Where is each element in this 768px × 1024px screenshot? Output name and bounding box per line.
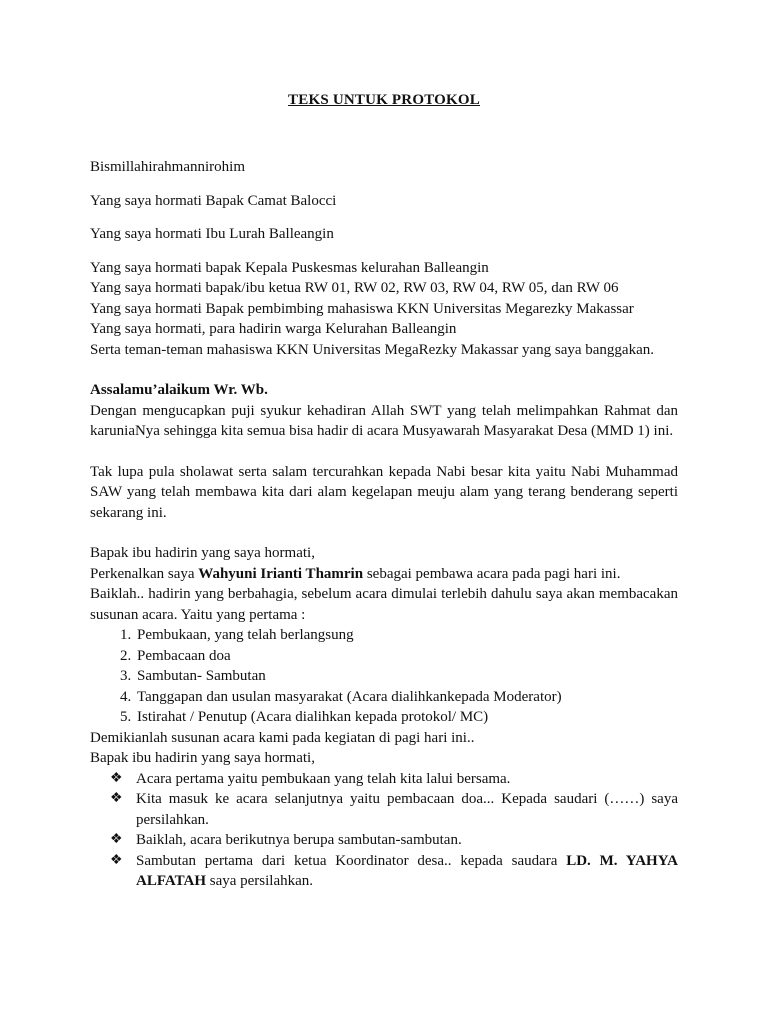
agenda-item: 3. Sambutan- Sambutan <box>135 666 678 687</box>
honorifics-block <box>90 258 678 361</box>
diamond-bullet-icon: ❖ <box>110 852 123 868</box>
diamond-bullet-icon: ❖ <box>110 832 123 847</box>
diamond-bullet-icon: ❖ <box>110 791 123 806</box>
bullet-item <box>110 830 678 851</box>
honorific-line: Yang saya hormati, para hadirin warga Kelurahan Balleangin <box>90 321 457 337</box>
opening-paragraph: Dengan mengucapkan puji syukur kehadiran Allah SWT yang telah melimpahkan Rahmat dan karuniaNya sehingga kita semua bisa hadir di acara Musyawarah Masyarakat Desa (MMD 1) ini. <box>90 402 678 439</box>
agenda-intro: Baiklah.. hadirin yang berbahagia, sebelum acara dimulai terlebih dahulu saya akan membacakan susunan acara. Yaitu yang pertama : <box>90 586 678 623</box>
document-title: TEKS UNTUK PROTOKOL <box>288 92 480 108</box>
intro-prefix: Perkenalkan saya <box>90 565 199 582</box>
diamond-bullet-icon: ❖ <box>110 770 123 786</box>
mc-name: Wahyuni Irianti Thamrin <box>198 565 364 582</box>
bullet-text-prefix: Sambutan pertama dari ketua Koordinator desa.. kepada saudara <box>136 852 567 869</box>
greeting-line: Bismillahirahmannirohim <box>90 159 245 175</box>
bullet-item <box>110 851 678 892</box>
program-bullets <box>90 769 678 892</box>
honorific-line: Yang saya hormati Bapak pembimbing mahasiswa KKN Universitas Megarezky Makassar <box>90 300 634 317</box>
greetings <box>90 157 678 245</box>
document-body <box>90 157 678 892</box>
agenda-item: 5. Istirahat / Penutup (Acara dialihkan kepada protokol/ MC) <box>135 707 678 728</box>
honorific-line: Yang saya hormati bapak/ibu ketua RW 01, RW 02, RW 03, RW 04, RW 05, dan RW 06 <box>90 280 619 296</box>
greeting-line: Yang saya hormati Bapak Camat Balocci <box>90 192 337 209</box>
bullet-text: Acara pertama yaitu pembukaan yang telah kita lalui bersama. <box>136 770 511 787</box>
closing-line: Demikianlah susunan acara kami pada kegiatan di pagi hari ini.. <box>90 729 475 746</box>
salam-heading: Assalamu’alaikum Wr. Wb. <box>90 382 268 398</box>
bullet-item <box>110 769 678 790</box>
bullet-item <box>110 789 678 830</box>
bullet-text: Kita masuk ke acara selanjutnya yaitu pembacaan doa... Kepada saudari (……) saya persilahkan. <box>136 791 678 828</box>
sholawat-paragraph: Tak lupa pula sholawat serta salam tercurahkan kepada Nabi besar kita yaitu Nabi Muhammad SAW yang telah membawa kita dari alam kegelapan meuju alam yang terang benderang seperti sekarang ini. <box>90 463 678 521</box>
agenda-list <box>90 625 678 728</box>
address-line: Bapak ibu hadirin yang saya hormati, <box>90 750 315 766</box>
agenda-item: 1. Pembukaan, yang telah berlangsung <box>135 625 678 646</box>
agenda-item: 2. Pembacaan doa <box>135 646 678 667</box>
address-line: Bapak ibu hadirin yang saya hormati, <box>90 545 315 561</box>
honorific-line: Serta teman-teman mahasiswa KKN Universitas MegaRezky Makassar yang saya banggakan. <box>90 341 654 358</box>
greeting-line: Yang saya hormati Ibu Lurah Balleangin <box>90 226 334 242</box>
introduction-line <box>90 564 678 585</box>
bullet-text: Baiklah, acara berikutnya berupa sambutan-sambutan. <box>136 832 462 848</box>
speaker-name: LD. M. YAHYA ALFATAH <box>136 852 678 889</box>
agenda-item: 4. Tanggapan dan usulan masyarakat (Acara dialihkankepada Moderator) <box>135 687 678 708</box>
bullet-text-suffix: saya persilahkan. <box>206 873 314 889</box>
intro-suffix: sebagai pembawa acara pada pagi hari ini. <box>363 565 621 582</box>
honorific-line: Yang saya hormati bapak Kepala Puskesmas kelurahan Balleangin <box>90 259 489 276</box>
